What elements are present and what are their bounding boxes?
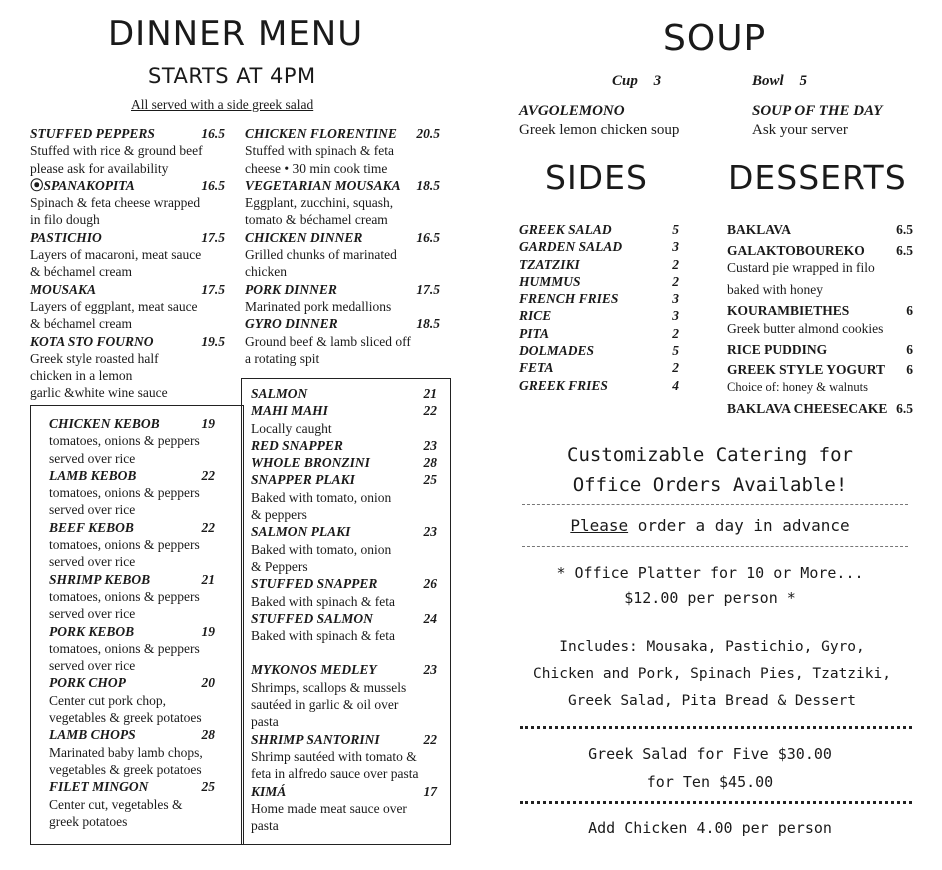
menu-item-header <box>245 281 440 298</box>
item-description: tomatoes, onions & peppers <box>49 588 200 604</box>
menu-item <box>30 177 225 229</box>
item-price: 6.5 <box>896 222 913 237</box>
menu-item-header <box>519 273 679 290</box>
item-description: Baked with spinach & feta <box>251 628 395 644</box>
menu-item <box>245 229 440 281</box>
menu-item-header <box>727 361 913 378</box>
item-name: ⦿SPANAKOPITA <box>30 177 135 193</box>
cup-size <box>612 73 661 90</box>
menu-item-header <box>49 623 215 640</box>
item-description: please ask for availability <box>30 160 169 176</box>
bowl-label: Bowl <box>752 73 784 89</box>
item-price: 17.5 <box>201 229 225 245</box>
item-name: SHRIMP SANTORINI <box>251 731 380 747</box>
item-description: greek potatoes <box>49 813 128 829</box>
menu-item <box>727 302 913 337</box>
item-name: STUFFED SNAPPER <box>251 576 378 592</box>
item-description: pasta <box>251 818 279 834</box>
item-description: sautéed in garlic & oil over <box>251 697 399 713</box>
menu-item <box>251 610 437 645</box>
starts-time: STARTS AT 4PM <box>148 64 316 88</box>
item-name: PASTICHIO <box>30 229 102 245</box>
grill-items <box>49 415 215 830</box>
item-name: KIMÁ <box>251 783 287 799</box>
sides-title: SIDES <box>545 158 648 197</box>
item-name: GREEK SALAD <box>519 222 612 237</box>
item-price: 23 <box>423 524 437 540</box>
dotted-divider <box>520 801 912 804</box>
menu-item <box>519 359 679 376</box>
item-name: PORK DINNER <box>245 281 337 297</box>
item-price: 17.5 <box>201 281 225 297</box>
item-name: KOURAMBIETHES <box>727 303 850 319</box>
item-name: PORK CHOP <box>49 675 126 691</box>
item-name: GREEK STYLE YOGURT <box>727 362 886 378</box>
item-price: 23 <box>423 437 437 453</box>
item-price: 6 <box>906 303 913 319</box>
menu-item-header <box>30 229 225 246</box>
menu-item <box>49 623 215 675</box>
menu-item <box>519 290 679 307</box>
dinner-menu-title: DINNER MENU <box>108 14 364 54</box>
item-price: 22 <box>201 467 215 483</box>
item-name: SHRIMP KEBOB <box>49 571 151 587</box>
item-price: 2 <box>672 325 679 341</box>
menu-item <box>49 519 215 571</box>
menu-item <box>519 307 679 324</box>
item-price: 2 <box>672 256 679 272</box>
item-name: BEEF KEBOB <box>49 519 134 535</box>
greek-salad-catering <box>505 740 915 796</box>
item-description: served over rice <box>49 658 136 674</box>
menu-item-header <box>251 575 437 592</box>
menu-item <box>519 256 679 273</box>
item-price: 28 <box>423 455 437 471</box>
item-description: Grilled chunks of marinated <box>245 247 397 263</box>
menu-item <box>519 273 679 290</box>
item-price: 5 <box>672 343 679 359</box>
menu-item-header <box>49 467 215 484</box>
menu-item <box>251 454 437 471</box>
item-name: PITA <box>519 325 550 341</box>
entrees-column-2 <box>245 125 440 367</box>
item-name: LAMB KEBOB <box>49 467 137 483</box>
item-name: CHICKEN KEBOB <box>49 416 160 431</box>
menu-item-header <box>49 519 215 536</box>
item-description: Baked with tomato, onion <box>251 541 392 557</box>
bowl-size <box>752 73 807 90</box>
entrees-column-1 <box>30 125 225 402</box>
item-name: RICE PUDDING <box>727 341 828 357</box>
item-description: Locally caught <box>251 420 332 436</box>
menu-item-header <box>519 377 679 394</box>
item-price: 3 <box>672 239 679 255</box>
item-description: Choice of: honey & walnuts <box>727 379 868 394</box>
platter-includes <box>500 634 924 715</box>
menu-item-header <box>251 471 437 488</box>
item-description: Greek style roasted half <box>30 350 159 366</box>
item-description: Greek butter almond cookies <box>727 320 884 336</box>
item-name: WHOLE BRONZINI <box>251 455 370 471</box>
item-description: chicken in a lemon <box>30 368 133 384</box>
catering-heading <box>505 440 915 500</box>
item-description: a rotating spit <box>245 350 320 366</box>
item-price: 25 <box>423 472 437 488</box>
item-description: tomatoes, onions & peppers <box>49 433 200 449</box>
menu-item-header <box>727 242 913 259</box>
item-price: 20 <box>201 675 215 691</box>
platter-line-1: * Office Platter for 10 or More... <box>556 564 864 582</box>
item-name: SALMON <box>251 386 308 401</box>
menu-item-header <box>251 783 437 800</box>
menu-item-header <box>245 315 440 332</box>
item-price: 17.5 <box>416 281 440 297</box>
menu-item-header <box>251 610 437 627</box>
menu-item-header <box>49 674 215 691</box>
platter-line-2: $12.00 per person * <box>624 589 796 607</box>
item-description: garlic &white wine sauce <box>30 385 168 401</box>
item-description: Layers of eggplant, meat sauce <box>30 298 198 314</box>
item-description: Center cut, vegetables & <box>49 796 183 812</box>
cup-label: Cup <box>612 73 638 89</box>
item-name: GALAKTOBOUREKO <box>727 242 865 258</box>
item-description: Spinach & feta cheese wrapped <box>30 195 201 211</box>
item-description: Baked with spinach & feta <box>251 593 395 609</box>
menu-item <box>49 571 215 623</box>
item-price: 22 <box>423 731 437 747</box>
item-name: CHICKEN DINNER <box>245 229 363 245</box>
item-price: 4 <box>672 377 679 393</box>
menu-item <box>519 238 679 255</box>
item-description: & béchamel cream <box>30 264 132 280</box>
item-name: HUMMUS <box>519 273 581 289</box>
menu-item-header <box>49 726 215 743</box>
menu-item-header <box>251 731 437 748</box>
advance-rest: order a day in advance <box>628 516 850 535</box>
menu-item <box>251 402 437 437</box>
menu-item-header <box>245 229 440 246</box>
item-price: 3 <box>672 291 679 307</box>
item-price: 23 <box>423 662 437 678</box>
menu-item <box>49 778 215 830</box>
soup-name: SOUP OF THE DAY <box>752 103 883 119</box>
menu-item <box>727 400 913 417</box>
menu-item-header <box>519 307 679 324</box>
menu-item-header <box>251 523 437 540</box>
catering-line-2: Office Orders Available! <box>572 474 848 496</box>
menu-item <box>519 221 679 238</box>
item-description: served over rice <box>49 502 136 518</box>
menu-item <box>727 361 913 396</box>
item-description: feta in alfredo sauce over pasta <box>251 766 419 782</box>
item-price: 24 <box>423 610 437 626</box>
menu-item <box>49 415 215 467</box>
item-description: chicken <box>245 264 287 280</box>
menu-item-header <box>49 778 215 795</box>
item-name: BAKLAVA <box>727 222 792 237</box>
item-name: RICE <box>519 308 552 324</box>
soup-avgolemono <box>519 102 679 140</box>
item-description: cheese • 30 min cook time <box>245 160 388 176</box>
menu-item <box>245 177 440 229</box>
item-description: pasta <box>251 714 279 730</box>
item-name: TZATZIKI <box>519 256 580 272</box>
item-description: tomatoes, onions & peppers <box>49 485 200 501</box>
item-name: CHICKEN FLORENTINE <box>245 126 397 141</box>
menu-item <box>49 467 215 519</box>
cup-price: 3 <box>653 73 662 89</box>
item-name: STUFFED PEPPERS <box>30 126 155 141</box>
item-price: 18.5 <box>416 177 440 193</box>
item-price: 21 <box>423 386 437 401</box>
menu-item <box>49 726 215 778</box>
menu-item <box>519 325 679 342</box>
menu-item-header <box>519 290 679 307</box>
item-description: Custard pie wrapped in filo <box>727 260 875 276</box>
menu-item <box>251 661 437 730</box>
item-description: Stuffed with spinach & feta <box>245 143 394 159</box>
item-price: 2 <box>672 360 679 376</box>
desserts-list <box>727 221 913 421</box>
item-description: served over rice <box>49 554 136 570</box>
soup-desc: Ask your server <box>752 122 848 138</box>
item-name: FRENCH FRIES <box>519 291 619 307</box>
add-chicken: Add Chicken 4.00 per person <box>588 819 832 837</box>
item-description: Baked with tomato, onion <box>251 489 392 505</box>
item-description: & peppers <box>251 507 307 523</box>
menu-item-header <box>727 400 913 417</box>
menu-item-header <box>727 302 913 319</box>
menu-item-header <box>245 125 440 142</box>
item-name: SNAPPER PLAKI <box>251 472 355 488</box>
side-salad-note: All served with a side greek salad <box>131 97 314 112</box>
menu-item-header <box>245 177 440 194</box>
menu-item <box>30 281 225 333</box>
menu-item <box>251 471 437 523</box>
item-description: tomato & béchamel cream <box>245 212 388 228</box>
menu-item-header <box>251 385 437 402</box>
item-description: vegetables & greek potatoes <box>49 761 202 777</box>
item-description: Shrimp sautéed with tomato & <box>251 748 417 764</box>
menu-item-header <box>519 359 679 376</box>
item-name: PORK KEBOB <box>49 623 135 639</box>
item-name: MOUSAKA <box>30 281 97 297</box>
menu-item <box>251 385 437 402</box>
item-name: STUFFED SALMON <box>251 610 373 626</box>
item-name: SALMON PLAKI <box>251 524 351 540</box>
item-description: & béchamel cream <box>30 316 132 332</box>
item-description: Shrimps, scallops & mussels <box>251 679 407 695</box>
item-description: Layers of macaroni, meat sauce <box>30 247 202 263</box>
item-price: 17 <box>423 783 437 799</box>
item-description: & Peppers <box>251 558 308 574</box>
menu-item <box>519 342 679 359</box>
soup-name: AVGOLEMONO <box>519 103 625 119</box>
soup-title: SOUP <box>663 18 767 59</box>
item-name: RED SNAPPER <box>251 437 343 453</box>
item-description: Marinated baby lamb chops, <box>49 744 203 760</box>
menu-item <box>251 783 437 835</box>
item-price: 21 <box>201 571 215 587</box>
includes-line-1: Includes: Mousaka, Pastichio, Gyro, <box>559 639 865 655</box>
dotted-divider <box>520 726 912 729</box>
menu-item <box>30 229 225 281</box>
item-price: 20.5 <box>416 126 440 141</box>
includes-line-2: Chicken and Pork, Spinach Pies, Tzatziki, <box>533 666 891 682</box>
item-name: KOTA STO FOURNO <box>30 333 154 349</box>
menu-item <box>251 523 437 575</box>
item-price: 19 <box>201 416 215 431</box>
item-description: Center cut pork chop, <box>49 692 166 708</box>
menu-item-header <box>30 125 225 142</box>
seafood-items <box>251 385 437 834</box>
menu-item-header <box>49 415 215 432</box>
item-name: DOLMADES <box>519 343 595 359</box>
menu-item <box>49 674 215 726</box>
menu-item <box>251 437 437 454</box>
item-name: LAMB CHOPS <box>49 727 136 743</box>
item-price: 26 <box>423 576 437 592</box>
menu-item <box>245 125 440 177</box>
item-name: MAHI MAHI <box>251 403 328 419</box>
menu-item-header <box>251 402 437 419</box>
item-description: Stuffed with rice & ground beef <box>30 143 203 159</box>
item-price: 6 <box>906 362 913 378</box>
menu-item-header <box>30 177 225 194</box>
item-price: 16.5 <box>416 229 440 245</box>
divider <box>522 546 908 547</box>
menu-item-header <box>519 256 679 273</box>
item-description: Ground beef & lamb sliced off <box>245 333 411 349</box>
item-price: 25 <box>201 779 215 795</box>
catering-line-1: Customizable Catering for <box>567 444 853 466</box>
bowl-price: 5 <box>799 73 807 89</box>
item-price: 6.5 <box>896 400 913 416</box>
soup-of-the-day <box>752 102 882 140</box>
item-description: Home made meat sauce over <box>251 800 407 816</box>
item-description: vegetables & greek potatoes <box>49 710 202 726</box>
item-description: Eggplant, zucchini, squash, <box>245 195 394 211</box>
item-price: 16.5 <box>201 126 225 141</box>
item-name: FETA <box>519 360 554 376</box>
sides-list <box>519 221 679 394</box>
item-name: GREEK FRIES <box>519 377 608 393</box>
menu-item-header <box>49 571 215 588</box>
menu-item-header <box>251 661 437 678</box>
menu-item-header <box>519 342 679 359</box>
item-price: 6 <box>906 341 913 357</box>
office-platter <box>505 561 915 611</box>
item-name: GYRO DINNER <box>245 316 338 332</box>
item-price: 19 <box>201 623 215 639</box>
item-description: baked with honey <box>727 282 823 298</box>
menu-item-header <box>519 325 679 342</box>
item-name: VEGETARIAN MOUSAKA <box>245 177 401 193</box>
menu-item-header <box>251 454 437 471</box>
menu-item <box>727 242 913 299</box>
menu-item-header <box>519 221 679 238</box>
menu-item <box>245 315 440 367</box>
item-price: 22 <box>423 403 437 419</box>
advance-note <box>505 516 915 535</box>
menu-item <box>251 575 437 610</box>
item-price: 22 <box>201 519 215 535</box>
item-price: 16.5 <box>201 177 225 193</box>
menu-item-header <box>727 341 913 358</box>
includes-line-3: Greek Salad, Pita Bread & Dessert <box>567 693 857 709</box>
item-description: tomatoes, onions & peppers <box>49 537 200 553</box>
menu-item <box>245 281 440 316</box>
salad-line-1: Greek Salad for Five $30.00 <box>588 745 832 763</box>
menu-item-header <box>519 238 679 255</box>
menu-item-header <box>251 437 437 454</box>
item-price: 5 <box>672 222 679 237</box>
menu-item <box>30 125 225 177</box>
item-price: 3 <box>672 308 679 324</box>
item-price: 2 <box>672 273 679 289</box>
menu-item <box>30 333 225 402</box>
advance-prefix: Please <box>570 516 629 535</box>
soup-desc: Greek lemon chicken soup <box>519 122 680 138</box>
menu-item <box>727 341 913 358</box>
item-description: served over rice <box>49 606 136 622</box>
vegetarian-icon: ⦿ <box>30 177 44 193</box>
menu-item-header <box>30 281 225 298</box>
item-name: BAKLAVA CHEESECAKE <box>727 400 888 416</box>
item-name: FILET MINGON <box>49 779 149 795</box>
item-name: GARDEN SALAD <box>519 239 623 255</box>
item-description: tomatoes, onions & peppers <box>49 640 200 656</box>
item-name: MYKONOS MEDLEY <box>251 662 377 678</box>
item-description: Marinated pork medallions <box>245 298 392 314</box>
item-price: 6.5 <box>896 242 913 258</box>
menu-item <box>251 731 437 783</box>
salad-line-2: for Ten $45.00 <box>646 773 774 791</box>
item-price: 18.5 <box>416 316 440 332</box>
item-price: 28 <box>201 727 215 743</box>
menu-item <box>727 221 913 238</box>
divider <box>522 504 908 505</box>
desserts-title: DESSERTS <box>728 158 907 197</box>
item-price: 19.5 <box>201 333 225 349</box>
menu-item-header <box>727 221 913 238</box>
menu-item-header <box>30 333 225 350</box>
item-description: in filo dough <box>30 212 100 228</box>
item-description: served over rice <box>49 450 136 466</box>
menu-item <box>519 377 679 394</box>
